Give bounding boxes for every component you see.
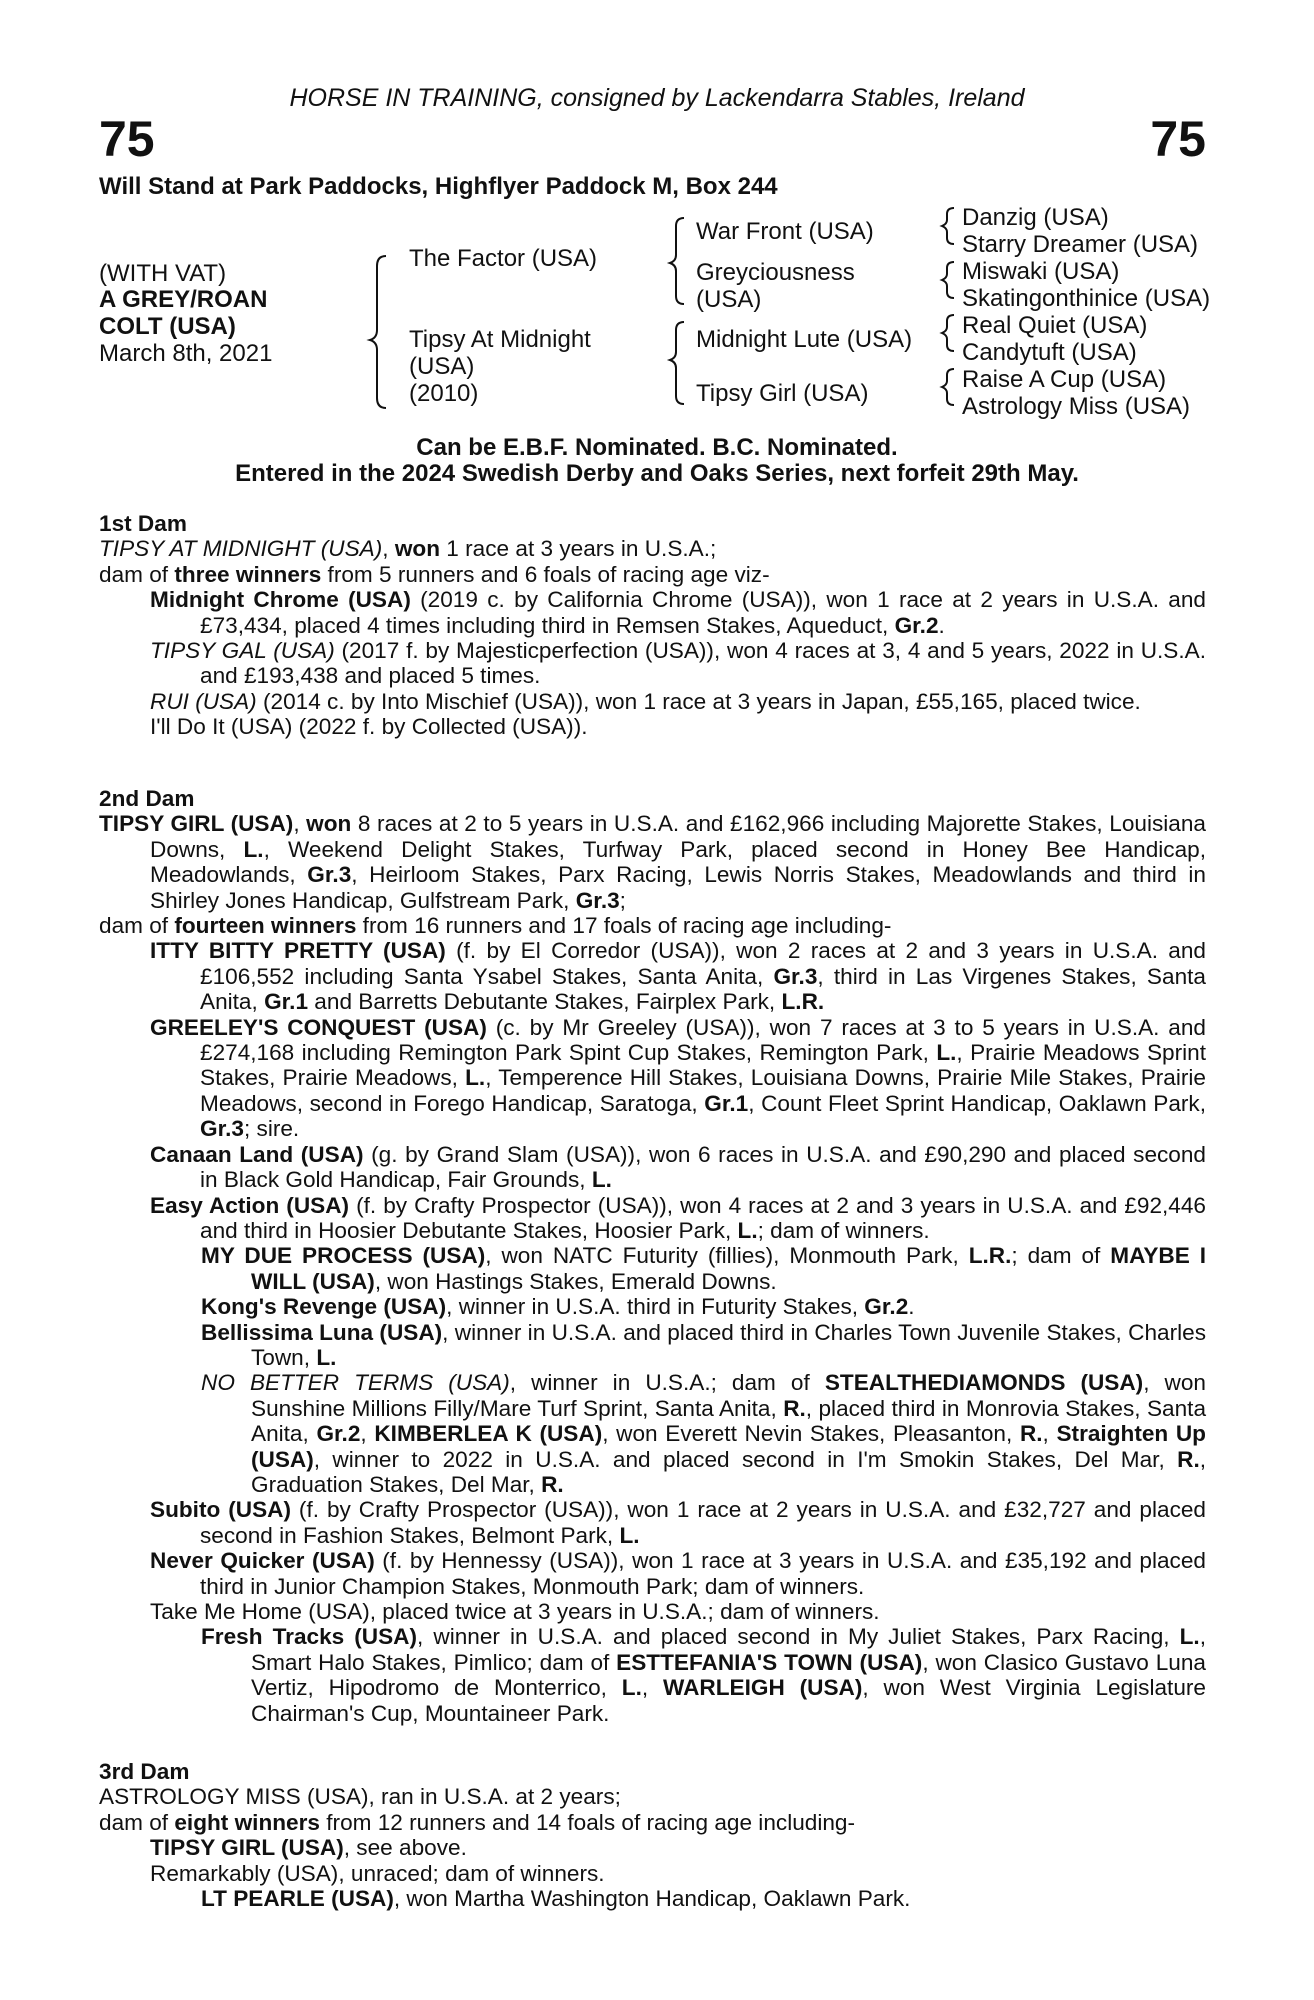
horse-name: Midnight Chrome (USA) [150,587,411,613]
text: , [641,1675,664,1701]
dam-name-2: (USA) [409,353,475,380]
first-dam-section [99,511,1206,740]
produce-entry [99,1320,1206,1371]
text: . [938,612,945,638]
horse-name: STEALTHEDIAMONDS (USA) [824,1370,1144,1396]
text: ; dam of [1011,1243,1111,1269]
consignor-title: HORSE IN TRAINING, consigned by Lackendarra Stables, Ireland [289,84,1025,112]
dam-name-3: (2010) [409,380,479,407]
horse-name: NO BETTER TERMS (USA) [201,1370,510,1396]
dd-dam: Astrology Miss (USA) [962,393,1191,420]
grade: Gr.3 [307,862,352,888]
text: , won West Virginia Legislature Chairman's Cup, Mountaineer Park. [251,1675,1206,1726]
grade: Gr.2 [864,1294,909,1320]
text: , see above. [343,1835,467,1861]
dam-record: 1 race at 3 years in U.S.A.; [440,536,717,562]
grade: L.R. [968,1243,1012,1269]
ss-dam: Starry Dreamer (USA) [962,231,1199,258]
dd-sire: Raise A Cup (USA) [962,366,1167,393]
text: (c. by Mr Greeley (USA)), won 7 races at 3 to 5 years in U.S.A. and £274,168 including Remington Park Spint Cup Stakes, Remington Park, [200,1014,1206,1066]
horse-name: LT PEARLE (USA) [201,1886,394,1912]
produce-entry: I'll Do It (USA) (2022 f. by Collected (USA)). [150,714,588,740]
sd-dam: Skatingonthinice (USA) [962,285,1211,312]
horse-name: KIMBERLEA K (USA) [374,1421,603,1447]
text: from 16 runners and 17 foals of racing age including- [356,913,892,939]
grade: L. [591,1167,612,1193]
text: dam of [99,913,175,939]
produce-summary [99,913,1206,938]
grade: Gr.1 [704,1090,749,1116]
dam-summary: ASTROLOGY MISS (USA), ran in U.S.A. at 2 years; [99,1784,621,1810]
produce-summary [99,1810,1206,1835]
horse-name: Straighten Up (USA) [251,1421,1206,1472]
grade: L. [465,1065,486,1091]
produce-entry [99,1835,1206,1860]
section-heading: 3rd Dam [99,1759,190,1784]
text: from 12 runners and 14 foals of racing age including- [319,1809,856,1835]
second-dam-section [99,786,1206,1726]
grade: R. [541,1471,564,1497]
text: (2017 f. by Majesticperfection (USA)), won 4 races at 3, 4 and 5 years, 2022 in U.S.A. and £193,438 and placed 5 times. [200,638,1206,689]
produce-entry [99,1294,1206,1319]
text: , winner to 2022 in U.S.A. and placed second in I'm Smokin Stakes, Del Mar, [313,1446,1178,1472]
grade: Gr.1 [264,989,309,1015]
horse-dob: March 8th, 2021 [99,340,273,367]
grade: L.R. [781,989,825,1015]
ds-sire: Real Quiet (USA) [962,312,1148,339]
section-heading: 2nd Dam [99,786,195,811]
grade: L. [936,1040,957,1066]
produce-entry [99,1015,1206,1142]
horse-desc-1: A GREY/ROAN [99,286,268,313]
text: (f. by El Corredor (USA)), won 2 races at 2 and 3 years in U.S.A. and £106,552 including Santa Ysabel Stakes, Santa Anita, [200,938,1206,989]
sire-dam-1: Greyciousness [696,259,855,286]
grade: L. [243,836,264,862]
horse-name: Canaan Land (USA) [150,1141,364,1167]
text: , winner in U.S.A. and placed third in Charles Town Juvenile Stakes, Charles Town, [251,1319,1206,1370]
produce-entry: Remarkably (USA), unraced; dam of winners. [150,1860,605,1886]
text: dam of [99,561,175,587]
text: (g. by Grand Slam (USA)), won 6 races in U.S.A. and £90,290 and placed second in Black Gold Handicap, Fair Grounds, [200,1141,1206,1193]
produce-entry [99,1193,1206,1244]
horse-name: ESTTEFANIA'S TOWN (USA) [616,1649,923,1675]
grade: L. [621,1675,642,1701]
won-label: won [394,536,441,562]
horse-name: GREELEY'S CONQUEST (USA) [150,1014,487,1040]
horse-name: RUI (USA) [150,688,257,714]
text: (f. by Crafty Prospector (USA)), won 4 races at 2 and 3 years in U.S.A. and £92,446 and third in Hoosier Debutante Stakes, Hoosier Park, [200,1192,1206,1243]
text: , winner in U.S.A. and placed second in My Juliet Stakes, Parx Racing, [417,1624,1180,1650]
text: , Count Fleet Sprint Handicap, Oaklawn Park, [748,1090,1206,1116]
lot-number-left: 75 [99,111,155,167]
produce-entry [99,587,1206,638]
text: , [360,1421,375,1447]
nomination-note: Can be E.B.F. Nominated. B.C. Nominated. [416,434,898,461]
won-label: won [306,811,352,837]
grade: Gr.2 [894,612,939,638]
ss-sire: Danzig (USA) [962,204,1109,231]
text: , won Sunshine Millions Filly/Mare Turf Sprint, Santa Anita, [251,1370,1206,1421]
sd-sire: Miswaki (USA) [962,258,1120,285]
horse-name: TIPSY GAL (USA) [150,638,335,664]
text: . [908,1294,915,1320]
vat-note: (WITH VAT) [99,260,227,287]
grade: L. [737,1217,758,1243]
produce-entry [99,1624,1206,1726]
text: , Smart Halo Stakes, Pimlico; dam of [251,1624,1206,1675]
horse-desc-2: COLT (USA) [99,313,236,340]
text: ; [619,887,626,913]
produce-summary [99,562,1206,587]
text: , [1042,1421,1057,1447]
stand-location: Will Stand at Park Paddocks, Highflyer Paddock M, Box 244 [99,173,778,200]
grade: L. [1179,1624,1200,1650]
grade: R. [1177,1446,1200,1472]
dam-name-1: Tipsy At Midnight [409,326,591,353]
grade: Gr.3 [200,1116,244,1142]
text: (2019 c. by California Chrome (USA)), won 1 race at 2 years in U.S.A. and £73,434, placed 4 times including third in Remsen Stakes, Aqueduct, [200,587,1206,638]
text: , won Martha Washington Handicap, Oaklawn Park. [393,1886,911,1912]
produce-entry [99,1548,1206,1599]
grade: R. [1019,1421,1043,1447]
comma: , [293,811,307,837]
comma: , [382,536,395,562]
grade: Gr.2 [316,1421,361,1447]
produce-entry [99,1243,1206,1294]
produce-entry: Take Me Home (USA), placed twice at 3 years in U.S.A.; dam of winners. [150,1599,880,1624]
winners-count: eight winners [174,1809,320,1835]
text: , won Hastings Stakes, Emerald Downs. [374,1268,777,1294]
horse-name: Bellissima Luna (USA) [201,1319,443,1345]
text: , won NATC Futurity (fillies), Monmouth Park, [485,1243,969,1269]
produce-entry [99,1142,1206,1193]
text: ; dam of winners. [757,1217,930,1243]
dam-summary [99,811,1206,913]
horse-name: Subito (USA) [150,1497,291,1523]
text: , placed third in Monrovia Stakes, Santa Anita, [251,1395,1207,1447]
section-heading: 1st Dam [99,511,187,536]
horse-name: WARLEIGH (USA) [663,1675,863,1701]
text: , won Clasico Gustavo Luna Vertiz, Hipodromo de Monterrico, [251,1649,1206,1701]
horse-name: ITTY BITTY PRETTY (USA) [150,938,446,964]
sire-sire: War Front (USA) [696,218,874,245]
text: , winner in U.S.A.; dam of [509,1370,825,1396]
text: (f. by Hennessy (USA)), won 1 race at 3 years in U.S.A. and £35,192 and placed third in Junior Champion Stakes, Monmouth Park; dam of winners. [200,1548,1206,1599]
text: ; sire. [243,1116,300,1142]
sire-dam-2: (USA) [696,286,762,313]
text: , third in Las Virgenes Stakes, Santa Anita, [200,963,1206,1015]
text: , Graduation Stakes, Del Mar, [251,1446,1206,1497]
text: , Weekend Delight Stakes, Turfway Park, placed second in Honey Bee Handicap, Meadowlands, [150,836,1206,888]
produce-entry [99,1497,1206,1548]
dam-dam: Tipsy Girl (USA) [696,380,869,407]
ds-dam: Candytuft (USA) [962,339,1137,366]
text: , Prairie Meadows Sprint Stakes, Prairie Meadows, [200,1040,1206,1091]
grade: Gr.3 [773,963,818,989]
text: , winner in U.S.A. third in Futurity Stakes, [446,1294,865,1320]
text: (2014 c. by Into Mischief (USA)), won 1 race at 3 years in Japan, £55,165, placed twice. [256,688,1141,714]
text: , won Everett Nevin Stakes, Pleasanton, [602,1421,1020,1447]
produce-entry [99,689,1206,714]
text: 8 races at 2 to 5 years in U.S.A. and £162,966 including Majorette Stakes, Louisiana Downs, [150,811,1206,862]
winners-count: fourteen winners [174,913,357,939]
entry-note: Entered in the 2024 Swedish Derby and Oaks Series, next forfeit 29th May. [235,460,1079,487]
sire-name: The Factor (USA) [409,245,598,272]
horse-name: Kong's Revenge (USA) [201,1294,447,1320]
grade: L. [619,1522,640,1548]
winners-count: three winners [174,561,322,587]
horse-name: Never Quicker (USA) [150,1548,375,1574]
grade: L. [316,1344,337,1370]
text: dam of [99,1809,175,1835]
dam-summary [99,536,1206,561]
produce-entry [99,938,1206,1014]
text: from 5 runners and 6 foals of racing age viz- [321,561,770,587]
text: , Temperence Hill Stakes, Louisiana Downs, Prairie Mile Stakes, Prairie Meadows, second in Forego Handicap, Saratoga, [200,1065,1206,1116]
third-dam-section [99,1759,1206,1911]
text: and Barretts Debutante Stakes, Fairplex Park, [308,989,782,1015]
horse-name: TIPSY GIRL (USA) [150,1835,344,1861]
grade: R. [783,1395,806,1421]
dam-name: TIPSY GIRL (USA) [99,811,294,837]
grade: Gr.3 [575,887,620,913]
dam-sire: Midnight Lute (USA) [696,326,913,353]
horse-name: Fresh Tracks (USA) [201,1624,418,1650]
dam-name: TIPSY AT MIDNIGHT (USA) [99,536,383,562]
horse-name: Easy Action (USA) [150,1192,350,1218]
produce-entry [99,1886,1206,1911]
produce-entry [99,638,1206,689]
lot-number-right: 75 [1150,111,1206,167]
horse-name: MY DUE PROCESS (USA) [201,1243,486,1269]
produce-entry [99,1370,1206,1497]
text: (f. by Crafty Prospector (USA)), won 1 race at 2 years in U.S.A. and £32,727 and placed second in Fashion Stakes, Belmont Park, [200,1497,1206,1548]
text: , Heirloom Stakes, Parx Racing, Lewis Norris Stakes, Meadowlands and third in Shirley Jones Handicap, Gulfstream Park, [150,862,1206,913]
horse-name: MAYBE I WILL (USA) [251,1243,1206,1294]
